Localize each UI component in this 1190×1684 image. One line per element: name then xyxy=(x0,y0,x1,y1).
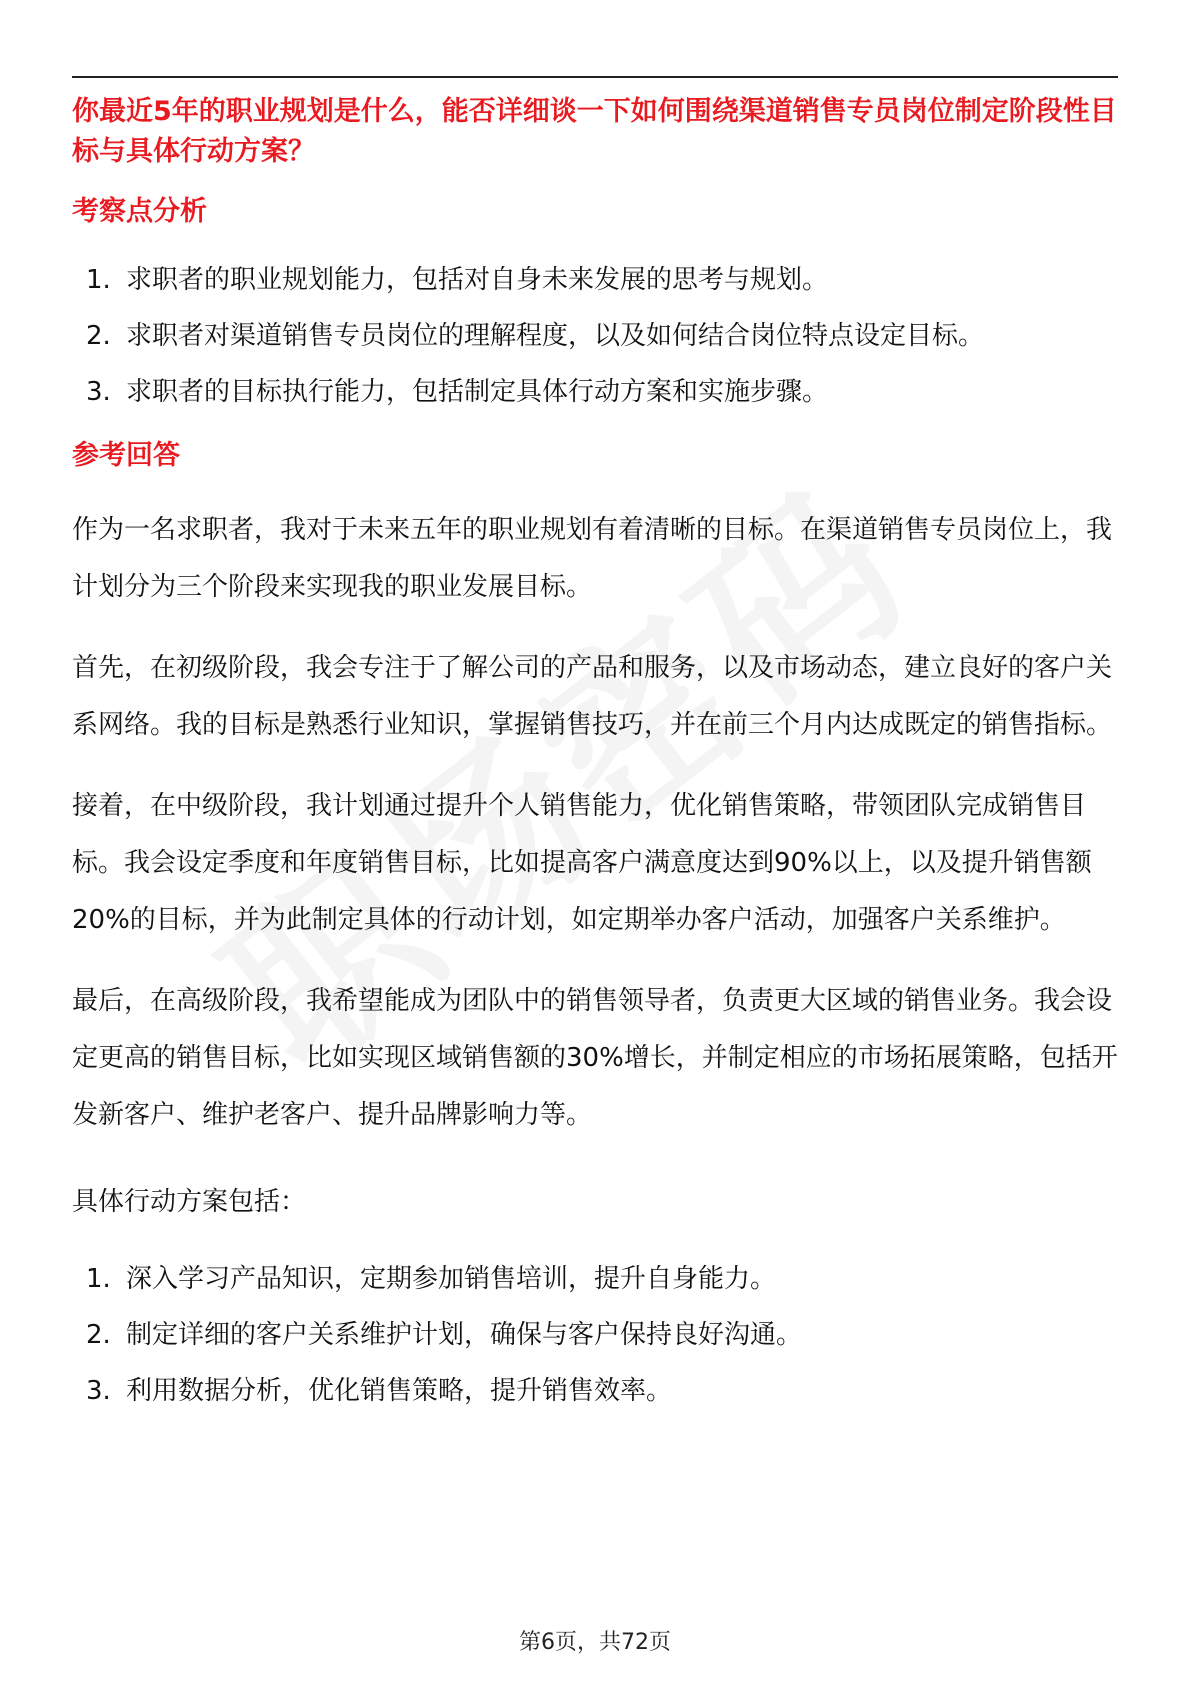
list-item xyxy=(72,316,1118,356)
answer-heading: 参考回答 xyxy=(72,440,180,471)
list-item-number: 3. xyxy=(86,377,111,407)
list-item-text: 深入学习产品知识，定期参加销售培训，提升自身能力。 xyxy=(126,1264,777,1294)
list-item-number: 3. xyxy=(86,1376,111,1406)
action-plan-intro: 具体行动方案包括： xyxy=(72,1187,307,1217)
list-item-text: 求职者对渠道销售专员岗位的理解程度，以及如何结合岗位特点设定目标。 xyxy=(126,321,985,351)
list-item xyxy=(72,1259,1118,1299)
list-item-number: 2. xyxy=(86,321,111,351)
list-item-text: 求职者的目标执行能力，包括制定具体行动方案和实施步骤。 xyxy=(126,377,829,407)
answer-paragraph: 接着，在中级阶段，我计划通过提升个人销售能力，优化销售策略，带领团队完成销售目标。我会设定季度和年度销售目标，比如提高客户满意度达到90%以上，以及提升销售额20%的目标，并为此制定具体的行动计划，如定期举办客户活动，加强客户关系维护。 xyxy=(72,791,1092,935)
list-item-text: 制定详细的客户关系维护计划，确保与客户保持良好沟通。 xyxy=(126,1320,803,1350)
answer-paragraph: 最后，在高级阶段，我希望能成为团队中的销售领导者，负责更大区域的销售业务。我会设定更高的销售目标，比如实现区域销售额的30%增长，并制定相应的市场拓展策略，包括开发新客户、维护老客户、提升品牌影响力等。 xyxy=(72,986,1118,1130)
list-item-text: 利用数据分析，优化销售策略，提升销售效率。 xyxy=(126,1376,673,1406)
list-item xyxy=(72,1315,1118,1355)
page-footer: 第6页，共72页 xyxy=(519,1630,671,1655)
question-title: 你最近5年的职业规划是什么，能否详细谈一下如何围绕渠道销售专员岗位制定阶段性目标与具体行动方案？ xyxy=(72,96,1117,167)
answer-paragraph: 作为一名求职者，我对于未来五年的职业规划有着清晰的目标。在渠道销售专员岗位上，我计划分为三个阶段来实现我的职业发展目标。 xyxy=(72,515,1113,602)
list-item xyxy=(72,372,1118,412)
answer-paragraph: 首先，在初级阶段，我会专注于了解公司的产品和服务，以及市场动态，建立良好的客户关系网络。我的目标是熟悉行业知识，掌握销售技巧，并在前三个月内达成既定的销售指标。 xyxy=(72,653,1113,740)
list-item-number: 2. xyxy=(86,1320,111,1350)
list-item-text: 求职者的职业规划能力，包括对自身未来发展的思考与规划。 xyxy=(126,265,829,295)
list-item-number: 1. xyxy=(86,1264,111,1294)
top-rule xyxy=(72,76,1118,78)
list-item xyxy=(72,1371,1118,1411)
page-content xyxy=(72,92,1118,1427)
list-item xyxy=(72,260,1118,300)
analysis-list xyxy=(72,260,1118,412)
list-item-number: 1. xyxy=(86,265,111,295)
analysis-heading: 考察点分析 xyxy=(72,196,207,227)
action-plan-list xyxy=(72,1259,1118,1411)
